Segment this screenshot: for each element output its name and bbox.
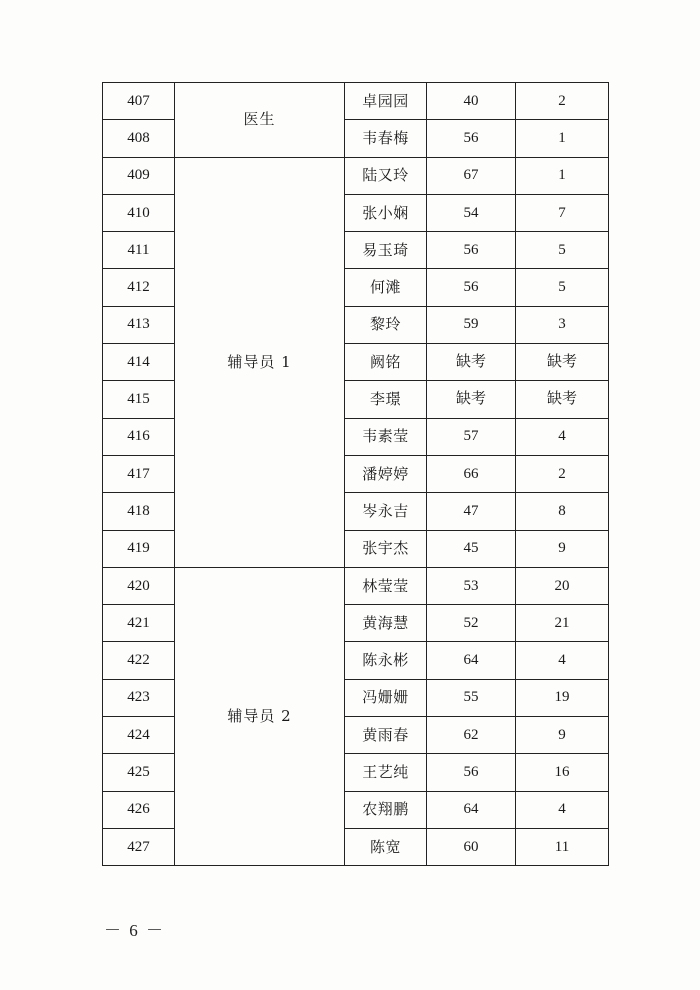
table-row: [103, 567, 609, 604]
score-cell: 60: [427, 828, 516, 865]
candidate-name-cell: 冯姗姗: [345, 679, 427, 716]
rank-cell: 21: [516, 605, 609, 642]
rank-cell: 16: [516, 754, 609, 791]
sequence-number-cell: 410: [103, 194, 175, 231]
sequence-number-cell: 414: [103, 344, 175, 381]
score-cell: 57: [427, 418, 516, 455]
candidate-name-cell: 陆又玲: [345, 157, 427, 194]
sequence-number-cell: 408: [103, 120, 175, 157]
rank-cell: 19: [516, 679, 609, 716]
sequence-number-cell: 416: [103, 418, 175, 455]
score-cell: 55: [427, 679, 516, 716]
rank-cell: 3: [516, 306, 609, 343]
rank-cell: 9: [516, 530, 609, 567]
candidate-name-cell: 黄海慧: [345, 605, 427, 642]
score-cell: 62: [427, 717, 516, 754]
candidate-name-cell: 黎玲: [345, 306, 427, 343]
table-row: [103, 157, 609, 194]
candidate-name-cell: 陈宽: [345, 828, 427, 865]
candidate-name-cell: 韦素莹: [345, 418, 427, 455]
sequence-number-cell: 417: [103, 455, 175, 492]
sequence-number-cell: 413: [103, 306, 175, 343]
score-cell: 45: [427, 530, 516, 567]
sequence-number-cell: 412: [103, 269, 175, 306]
position-cell: 辅导员 1: [175, 157, 345, 567]
sequence-number-cell: 425: [103, 754, 175, 791]
candidate-name-cell: 何滩: [345, 269, 427, 306]
score-cell: 64: [427, 642, 516, 679]
score-cell: 59: [427, 306, 516, 343]
rank-cell: 11: [516, 828, 609, 865]
sequence-number-cell: 415: [103, 381, 175, 418]
sequence-number-cell: 419: [103, 530, 175, 567]
results-table-body: [103, 83, 609, 866]
sequence-number-cell: 411: [103, 232, 175, 269]
score-cell: 40: [427, 83, 516, 120]
score-cell: 67: [427, 157, 516, 194]
score-cell: 56: [427, 754, 516, 791]
candidate-name-cell: 农翔鹏: [345, 791, 427, 828]
candidate-name-cell: 陈永彬: [345, 642, 427, 679]
candidate-name-cell: 岑永吉: [345, 493, 427, 530]
score-cell: 56: [427, 120, 516, 157]
results-table: [102, 82, 609, 866]
candidate-name-cell: 李璟: [345, 381, 427, 418]
rank-cell: 1: [516, 157, 609, 194]
candidate-name-cell: 黄雨春: [345, 717, 427, 754]
rank-cell: 缺考: [516, 381, 609, 418]
score-cell: 64: [427, 791, 516, 828]
rank-cell: 缺考: [516, 344, 609, 381]
candidate-name-cell: 张小娴: [345, 194, 427, 231]
score-cell: 47: [427, 493, 516, 530]
rank-cell: 20: [516, 567, 609, 604]
rank-cell: 5: [516, 232, 609, 269]
candidate-name-cell: 易玉琦: [345, 232, 427, 269]
candidate-name-cell: 卓园园: [345, 83, 427, 120]
rank-cell: 7: [516, 194, 609, 231]
score-cell: 53: [427, 567, 516, 604]
score-cell: 56: [427, 232, 516, 269]
rank-cell: 4: [516, 791, 609, 828]
rank-cell: 9: [516, 717, 609, 754]
candidate-name-cell: 潘婷婷: [345, 455, 427, 492]
rank-cell: 2: [516, 455, 609, 492]
rank-cell: 8: [516, 493, 609, 530]
score-cell: 52: [427, 605, 516, 642]
candidate-name-cell: 王艺纯: [345, 754, 427, 791]
sequence-number-cell: 422: [103, 642, 175, 679]
sequence-number-cell: 424: [103, 717, 175, 754]
rank-cell: 2: [516, 83, 609, 120]
sequence-number-cell: 421: [103, 605, 175, 642]
sequence-number-cell: 409: [103, 157, 175, 194]
sequence-number-cell: 407: [103, 83, 175, 120]
score-cell: 56: [427, 269, 516, 306]
rank-cell: 4: [516, 418, 609, 455]
page-number: － 6 －: [104, 921, 165, 940]
sequence-number-cell: 426: [103, 791, 175, 828]
candidate-name-cell: 张宇杰: [345, 530, 427, 567]
rank-cell: 1: [516, 120, 609, 157]
score-cell: 缺考: [427, 344, 516, 381]
candidate-name-cell: 韦春梅: [345, 120, 427, 157]
position-cell: 辅导员 2: [175, 567, 345, 865]
rank-cell: 5: [516, 269, 609, 306]
position-cell: 医生: [175, 83, 345, 158]
sequence-number-cell: 420: [103, 567, 175, 604]
rank-cell: 4: [516, 642, 609, 679]
sequence-number-cell: 423: [103, 679, 175, 716]
sequence-number-cell: 427: [103, 828, 175, 865]
score-cell: 缺考: [427, 381, 516, 418]
sequence-number-cell: 418: [103, 493, 175, 530]
candidate-name-cell: 阙铭: [345, 344, 427, 381]
table-row: [103, 83, 609, 120]
score-cell: 54: [427, 194, 516, 231]
candidate-name-cell: 林莹莹: [345, 567, 427, 604]
score-cell: 66: [427, 455, 516, 492]
